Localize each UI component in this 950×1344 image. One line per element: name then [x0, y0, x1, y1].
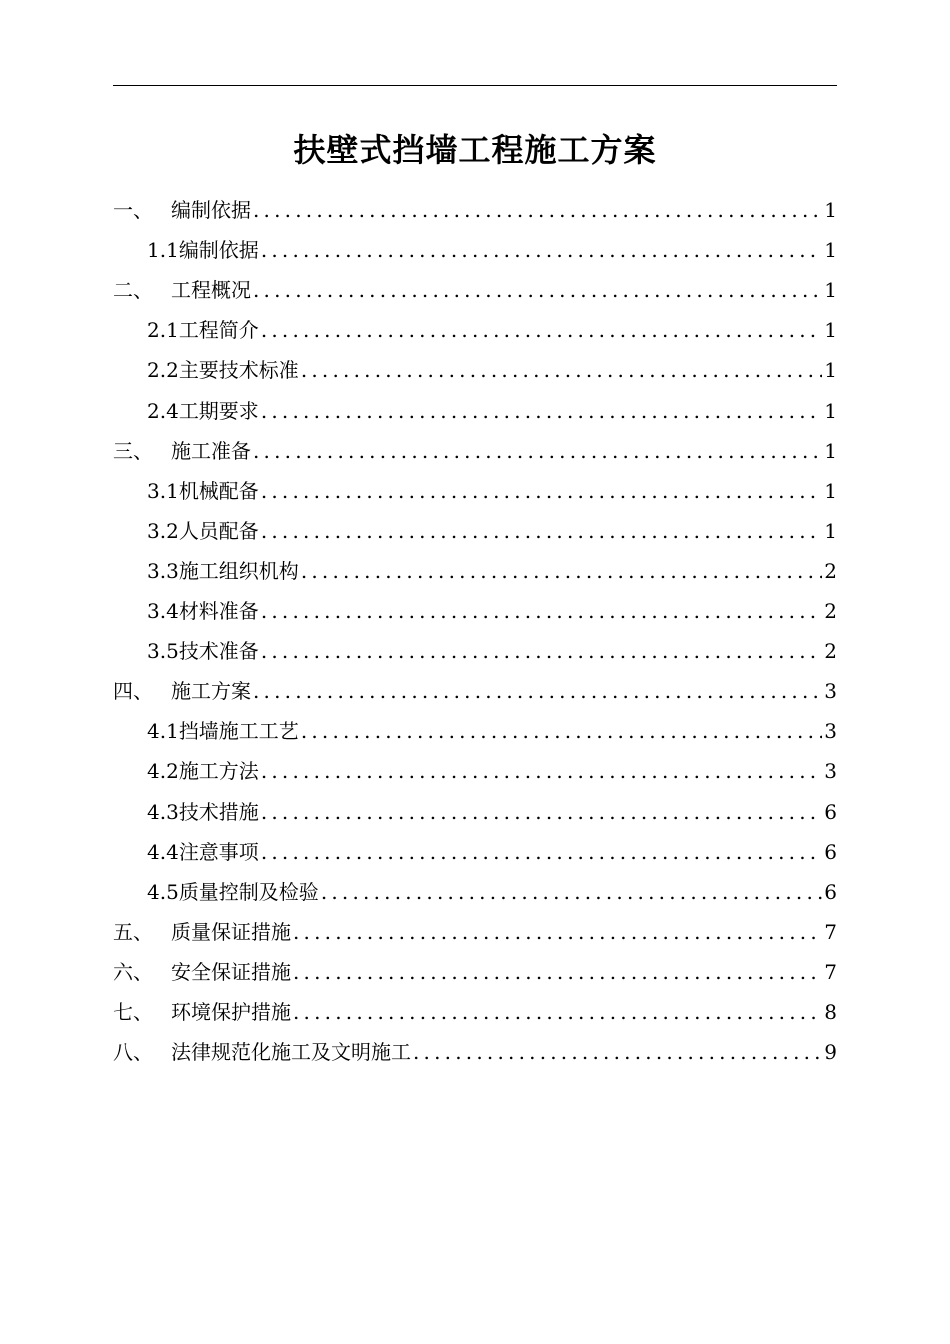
toc-entry-page: 6 [824, 799, 837, 824]
toc-entry-label: 挡墙施工工艺 [178, 719, 299, 744]
toc-entry-number: 3.2 [147, 518, 179, 543]
toc-entry-label: 施工方法 [178, 759, 259, 784]
toc-entry-label: 机械配备 [178, 478, 259, 503]
toc-entry-label: 法律规范化施工及文明施工 [171, 1040, 411, 1065]
toc-entry-number: 4.1 [147, 719, 179, 744]
toc-leader-dots [261, 832, 822, 872]
toc-entry-page: 1 [824, 518, 837, 543]
toc-leader-dots [261, 230, 822, 270]
toc-leader-dots [413, 1032, 822, 1072]
document-title: 扶壁式挡墙工程施工方案 [293, 131, 657, 169]
toc-entry-number: 2.4 [147, 398, 179, 423]
toc-entry[interactable] [113, 350, 837, 390]
toc-entry-number: 一、 [113, 198, 153, 223]
table-of-contents [113, 190, 837, 1072]
toc-entry-number: 4.3 [147, 799, 179, 824]
toc-leader-dots [261, 751, 822, 791]
toc-entry-page: 1 [824, 398, 837, 423]
toc-entry-label: 环境保护措施 [171, 999, 291, 1024]
toc-entry-label: 质量控制及检验 [178, 879, 319, 904]
toc-entry-label: 人员配备 [178, 518, 259, 543]
toc-entry[interactable] [113, 390, 837, 430]
toc-leader-dots [293, 912, 822, 952]
toc-entry-label: 施工方案 [171, 679, 251, 704]
toc-entry-number: 四、 [113, 679, 153, 704]
toc-entry-page: 7 [824, 959, 837, 984]
header-rule [113, 85, 837, 86]
toc-entry-page: 1 [824, 478, 837, 503]
toc-entry[interactable] [113, 872, 837, 912]
toc-entry-label: 编制依据 [171, 198, 251, 223]
toc-entry-label: 技术准备 [178, 639, 259, 664]
toc-entry-label: 主要技术标准 [178, 358, 299, 383]
toc-entry-number: 4.5 [147, 879, 179, 904]
toc-entry-number: 4.4 [147, 839, 179, 864]
toc-entry[interactable] [113, 511, 837, 551]
toc-entry[interactable] [113, 431, 837, 471]
toc-entry-number: 2.1 [147, 318, 179, 343]
toc-entry-page: 1 [824, 278, 837, 303]
toc-entry-page: 2 [824, 599, 837, 624]
toc-leader-dots [253, 431, 822, 471]
toc-entry-label: 注意事项 [178, 839, 259, 864]
toc-entry[interactable] [113, 270, 837, 310]
toc-leader-dots [261, 310, 822, 350]
toc-entry[interactable] [113, 912, 837, 952]
toc-entry-page: 8 [824, 999, 837, 1024]
toc-entry-page: 1 [824, 438, 837, 463]
toc-entry-label: 工程简介 [178, 318, 259, 343]
toc-entry[interactable] [113, 671, 837, 711]
toc-entry-label: 材料准备 [178, 599, 259, 624]
toc-entry-number: 六、 [113, 959, 153, 984]
toc-entry-number: 3.1 [147, 478, 179, 503]
toc-leader-dots [261, 391, 822, 431]
toc-entry-label: 技术措施 [178, 799, 259, 824]
toc-entry-label: 施工准备 [171, 438, 251, 463]
toc-leader-dots [261, 471, 822, 511]
toc-leader-dots [261, 792, 822, 832]
toc-entry-number: 3.4 [147, 599, 179, 624]
toc-entry-page: 1 [824, 358, 837, 383]
toc-leader-dots [301, 350, 822, 390]
toc-entry-number: 三、 [113, 438, 153, 463]
toc-entry-label: 施工组织机构 [178, 558, 299, 583]
toc-entry[interactable] [113, 230, 837, 270]
toc-entry-page: 9 [824, 1040, 837, 1065]
toc-entry[interactable] [113, 711, 837, 751]
toc-entry-label: 工期要求 [178, 398, 259, 423]
toc-leader-dots [301, 551, 822, 591]
toc-leader-dots [293, 992, 822, 1032]
toc-entry[interactable] [113, 631, 837, 671]
toc-entry[interactable] [113, 832, 837, 872]
toc-entry-page: 7 [824, 919, 837, 944]
toc-entry-label: 质量保证措施 [171, 919, 291, 944]
toc-entry[interactable] [113, 952, 837, 992]
toc-entry-page: 3 [824, 759, 837, 784]
toc-entry[interactable] [113, 310, 837, 350]
toc-entry-page: 2 [824, 558, 837, 583]
toc-leader-dots [293, 952, 822, 992]
toc-entry-page: 6 [824, 879, 837, 904]
toc-entry-number: 3.3 [147, 558, 179, 583]
toc-entry-number: 七、 [113, 999, 153, 1024]
toc-leader-dots [253, 671, 822, 711]
toc-entry[interactable] [113, 791, 837, 831]
toc-entry-page: 1 [824, 318, 837, 343]
toc-leader-dots [261, 591, 822, 631]
toc-entry-page: 6 [824, 839, 837, 864]
toc-entry[interactable] [113, 591, 837, 631]
toc-leader-dots [301, 711, 822, 751]
toc-entry[interactable] [113, 190, 837, 230]
toc-entry-label: 安全保证措施 [171, 959, 291, 984]
toc-entry-number: 4.2 [147, 759, 179, 784]
toc-leader-dots [261, 511, 822, 551]
toc-entry-page: 3 [824, 679, 837, 704]
toc-leader-dots [261, 631, 822, 671]
toc-entry[interactable] [113, 471, 837, 511]
toc-entry-page: 1 [824, 198, 837, 223]
toc-entry[interactable] [113, 551, 837, 591]
toc-entry-number: 1.1 [147, 238, 179, 263]
toc-entry-number: 3.5 [147, 639, 179, 664]
toc-entry-page: 2 [824, 639, 837, 664]
toc-leader-dots [321, 872, 822, 912]
toc-entry-label: 工程概况 [171, 278, 251, 303]
toc-entry[interactable] [113, 992, 837, 1032]
toc-entry-page: 1 [824, 238, 837, 263]
toc-entry[interactable] [113, 1032, 837, 1072]
toc-leader-dots [253, 270, 822, 310]
toc-entry-number: 2.2 [147, 358, 179, 383]
toc-entry-number: 二、 [113, 278, 153, 303]
toc-entry[interactable] [113, 751, 837, 791]
toc-leader-dots [253, 190, 822, 230]
toc-entry-number: 八、 [113, 1040, 153, 1065]
toc-entry-label: 编制依据 [178, 238, 259, 263]
toc-entry-number: 五、 [113, 919, 153, 944]
toc-entry-page: 3 [824, 719, 837, 744]
